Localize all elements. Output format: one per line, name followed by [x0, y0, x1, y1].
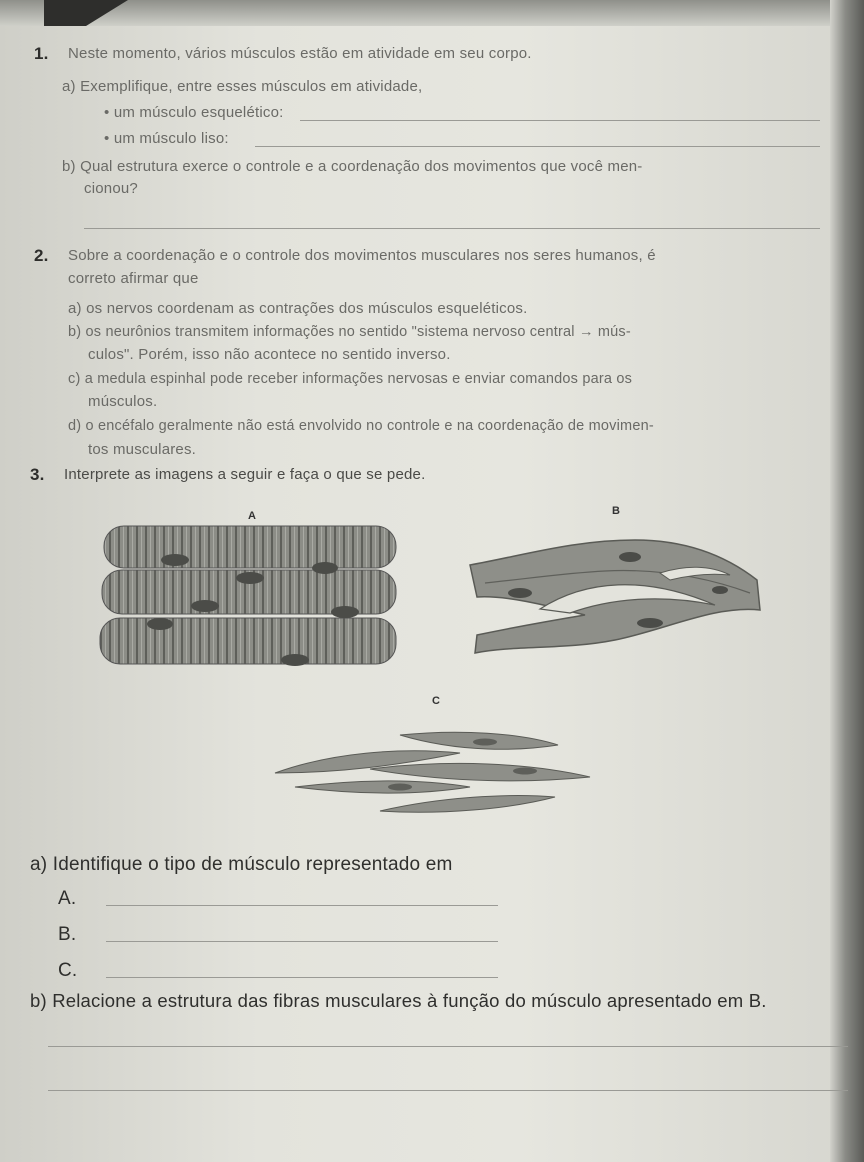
- q2-option-a[interactable]: a) os nervos coordenam as contrações dos músculos esqueléticos.: [68, 300, 528, 317]
- q2-option-d1[interactable]: d) o encéfalo geralmente não está envolvido no controle e na coordenação de movimen-: [68, 418, 654, 434]
- q3-answer-line-a[interactable]: [106, 905, 498, 906]
- q2-line2: correto afirmar que: [68, 270, 199, 287]
- q3-answer-line-b[interactable]: [106, 941, 498, 942]
- figure-a-skeletal-muscle: [100, 520, 400, 670]
- page-edge-shadow: [830, 0, 864, 1162]
- q3-answer-line-e[interactable]: [48, 1090, 848, 1091]
- q3-option-b: B.: [58, 924, 77, 945]
- q3-answer-line-d[interactable]: [48, 1046, 848, 1047]
- figure-c-label: C: [432, 695, 440, 707]
- q1-answer-line3[interactable]: [84, 228, 820, 229]
- q3-number: 3.: [30, 465, 45, 484]
- figure-b-label: B: [612, 505, 620, 517]
- q3-b-text: b) Relacione a estrutura das fibras musculares à função do músculo apresentado em B.: [30, 990, 767, 1011]
- q1-bullet1-label: um músculo esquelético:: [113, 104, 284, 121]
- q2-option-c2: músculos.: [88, 393, 158, 410]
- q1-bullet1: • um músculo esquelético:: [104, 104, 284, 121]
- top-shadow: [0, 0, 864, 26]
- q1-b-line2: cionou?: [84, 180, 138, 197]
- q2-option-c1[interactable]: c) a medula espinhal pode receber informações nervosas e enviar comandos para os: [68, 371, 633, 387]
- q2-line1: Sobre a coordenação e o controle dos movimentos musculares nos seres humanos, é: [68, 247, 656, 264]
- corner-mark: [44, 0, 128, 26]
- q3-option-a: A.: [58, 888, 77, 909]
- q3-answer-line-c[interactable]: [106, 977, 498, 978]
- q1-answer-line2[interactable]: [255, 146, 820, 147]
- q1-bullet2-label: um músculo liso:: [113, 130, 229, 147]
- q2-option-b1[interactable]: b) os neurônios transmitem informações no sentido "sistema nervoso central → mús-: [68, 324, 631, 340]
- figure-b-cardiac-muscle: [465, 535, 765, 660]
- q1-b-line1: b) Qual estrutura exerce o controle e a coordenação dos movimentos que você men-: [62, 158, 643, 175]
- q1-bullet2: • um músculo liso:: [104, 130, 229, 147]
- q1-a-text: a) Exemplifique, entre esses músculos em atividade,: [62, 78, 423, 95]
- q3-text: Interprete as imagens a seguir e faça o que se pede.: [64, 466, 426, 483]
- figure-c-smooth-muscle: [270, 725, 600, 825]
- q3-a-text: a) Identifique o tipo de músculo representado em: [30, 854, 453, 875]
- q1-text: Neste momento, vários músculos estão em atividade em seu corpo.: [68, 45, 532, 62]
- figure-a-label: A: [248, 510, 256, 522]
- q1-number: 1.: [34, 44, 49, 63]
- q3-option-c: C.: [58, 960, 78, 981]
- q2-option-b2: culos". Porém, isso não acontece no sentido inverso.: [88, 346, 451, 363]
- q2-number: 2.: [34, 246, 49, 265]
- q1-answer-line1[interactable]: [300, 120, 820, 121]
- q2-option-d2: tos musculares.: [88, 441, 197, 458]
